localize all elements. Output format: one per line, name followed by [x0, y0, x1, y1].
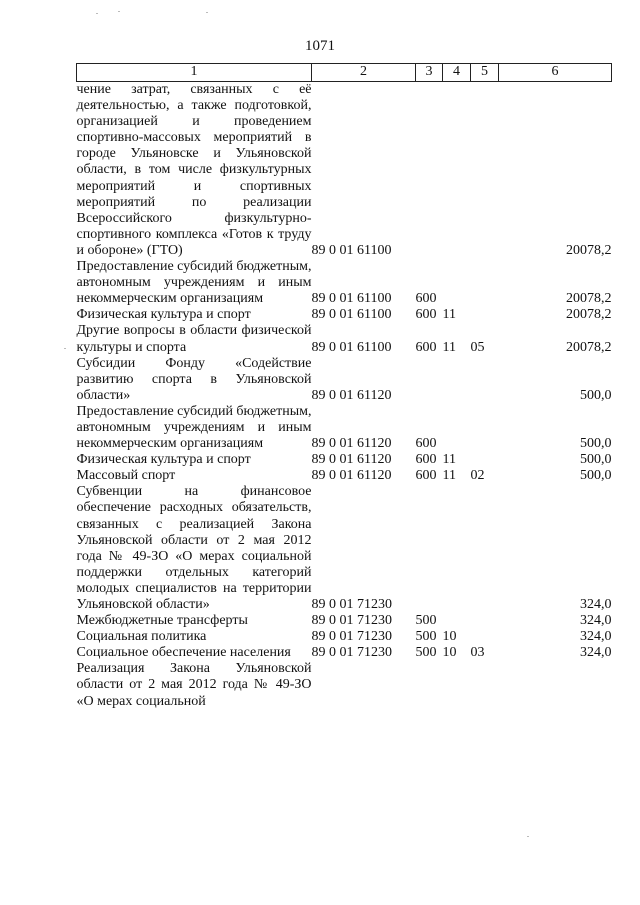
- scan-speck: [206, 12, 208, 13]
- row-section: [443, 356, 471, 404]
- row-section: [443, 82, 471, 260]
- row-name: Другие вопросы в области физической культуры и спорта: [76, 323, 312, 355]
- row-section: [443, 613, 471, 629]
- scan-speck: [118, 11, 120, 12]
- row-subsection: 05: [470, 339, 485, 355]
- row-target-article: 89 0 01 61120: [311, 436, 392, 452]
- row-name: Субвенции на финансовое обеспечение расходных обязательств, связанных с реализацией Закона Ульяновской области от 2 мая 2012 года № 49-ЗО «О мерах социальной поддержки отдельных категорий молодых специалистов на территории Ульяновской области»: [76, 484, 312, 612]
- table-row: [77, 356, 612, 404]
- row-expense-type: 600: [415, 339, 437, 355]
- row-subsection: [471, 82, 499, 260]
- table-row: [77, 645, 612, 661]
- scan-speck: [64, 348, 66, 349]
- row-section: 11: [442, 468, 456, 484]
- row-subsection: [471, 613, 499, 629]
- row-expense-type: [416, 82, 443, 260]
- row-expense-type: 600: [415, 291, 437, 307]
- row-expense-type: [416, 661, 443, 709]
- row-subsection: [471, 661, 499, 709]
- row-target-article: 89 0 01 61100: [311, 307, 392, 323]
- row-subsection: [471, 404, 499, 452]
- row-target-article: 89 0 01 71230: [311, 645, 392, 661]
- row-target-article: 89 0 01 71230: [311, 597, 392, 612]
- row-name: Субсидии Фонду «Содействие развитию спорта в Ульяновской области»: [76, 355, 312, 403]
- column-header-6: 6: [499, 64, 612, 82]
- table-row: [77, 484, 612, 613]
- table-row: [77, 404, 612, 452]
- table-row: [77, 613, 612, 629]
- table-row: [77, 259, 612, 307]
- column-header-4: 4: [443, 64, 471, 82]
- row-section: 11: [442, 452, 456, 468]
- row-target-article: 89 0 01 61120: [311, 468, 392, 484]
- row-name: чение затрат, связанных с её деятельностью, а также подготовкой, организацией и проведением спортивно-массовых мероприятий в городе Ульяновске и Ульяновской области, в том числе физкультурных мероприятий и спортивных мероприятий по реализации Всероссийского физкультурно-спортивного комплекса «Готов к труду и обороне» (ГТО): [76, 82, 312, 258]
- row-amount: 324,0: [580, 645, 612, 661]
- row-name: Реализация Закона Ульяновской области от 2 мая 2012 года № 49-ЗО «О мерах социальной: [76, 661, 312, 709]
- row-amount: 324,0: [580, 629, 612, 645]
- row-target-article: 89 0 01 71230: [311, 629, 392, 645]
- row-subsection: [471, 452, 499, 468]
- row-name: Социальное обеспечение населения: [76, 645, 291, 661]
- row-target-article: 89 0 01 61100: [311, 339, 392, 355]
- row-target-article: 89 0 01 61120: [311, 452, 392, 468]
- table-row: [77, 629, 612, 645]
- row-amount: [499, 661, 612, 709]
- row-subsection: [471, 484, 499, 613]
- row-section: 11: [442, 307, 456, 323]
- row-name: Предоставление субсидий бюджетным, автономным учреждениям и иным некоммерческим организациям: [76, 259, 312, 307]
- row-section: 10: [442, 645, 457, 661]
- row-subsection: [471, 307, 499, 323]
- row-section: [443, 661, 471, 709]
- row-expense-type: 500: [415, 613, 437, 629]
- row-amount: 500,0: [580, 452, 612, 468]
- row-expense-type: 600: [415, 468, 437, 484]
- row-name: Массовый спорт: [76, 468, 176, 484]
- row-name: Физическая культура и спорт: [76, 307, 251, 323]
- row-amount: 324,0: [580, 613, 612, 629]
- budget-table: [76, 63, 612, 710]
- row-section: [443, 484, 471, 613]
- column-header-5: 5: [471, 64, 499, 82]
- row-expense-type: 500: [415, 645, 437, 661]
- row-expense-type: 600: [415, 452, 437, 468]
- row-amount: 500,0: [580, 468, 612, 484]
- row-amount: 20078,2: [566, 242, 612, 258]
- row-subsection: 03: [470, 645, 485, 661]
- row-amount: 500,0: [580, 387, 612, 403]
- row-expense-type: 600: [415, 307, 437, 323]
- row-subsection: 02: [470, 468, 485, 484]
- row-amount: 20078,2: [566, 339, 612, 355]
- row-amount: 324,0: [580, 597, 612, 612]
- column-header-2: 2: [312, 64, 416, 82]
- column-header-1: 1: [77, 64, 312, 82]
- row-subsection: [471, 259, 499, 307]
- row-subsection: [471, 356, 499, 404]
- row-target-article: 89 0 01 71230: [311, 613, 392, 629]
- row-target-article: [312, 661, 416, 709]
- row-amount: 500,0: [580, 436, 612, 452]
- table-row: [77, 452, 612, 468]
- table-row: [77, 307, 612, 323]
- table-header-row: [77, 64, 612, 82]
- row-expense-type: 600: [415, 436, 437, 452]
- row-name: Физическая культура и спорт: [76, 452, 251, 468]
- row-name: Социальная политика: [76, 629, 207, 645]
- page-number: 1071: [305, 38, 335, 54]
- row-target-article: 89 0 01 61120: [311, 387, 392, 403]
- row-expense-type: [416, 356, 443, 404]
- row-expense-type: [416, 484, 443, 613]
- row-name: Предоставление субсидий бюджетным, автономным учреждениям и иным некоммерческим организациям: [76, 403, 312, 452]
- row-subsection: [471, 629, 499, 645]
- row-section: 11: [442, 339, 456, 355]
- row-amount: 20078,2: [566, 291, 612, 307]
- table-row: [77, 82, 612, 260]
- column-header-3: 3: [416, 64, 443, 82]
- row-amount: 20078,2: [566, 307, 612, 323]
- row-section: [443, 259, 471, 307]
- table-row: [77, 323, 612, 355]
- row-name: Межбюджетные трансферты: [76, 613, 248, 629]
- table-row: [77, 661, 612, 709]
- row-section: 10: [442, 629, 457, 645]
- row-target-article: 89 0 01 61100: [311, 242, 392, 258]
- table-row: [77, 468, 612, 484]
- scan-speck: [96, 13, 98, 14]
- row-target-article: 89 0 01 61100: [311, 291, 392, 307]
- row-section: [443, 404, 471, 452]
- scan-speck: [527, 836, 529, 837]
- row-expense-type: 500: [415, 629, 437, 645]
